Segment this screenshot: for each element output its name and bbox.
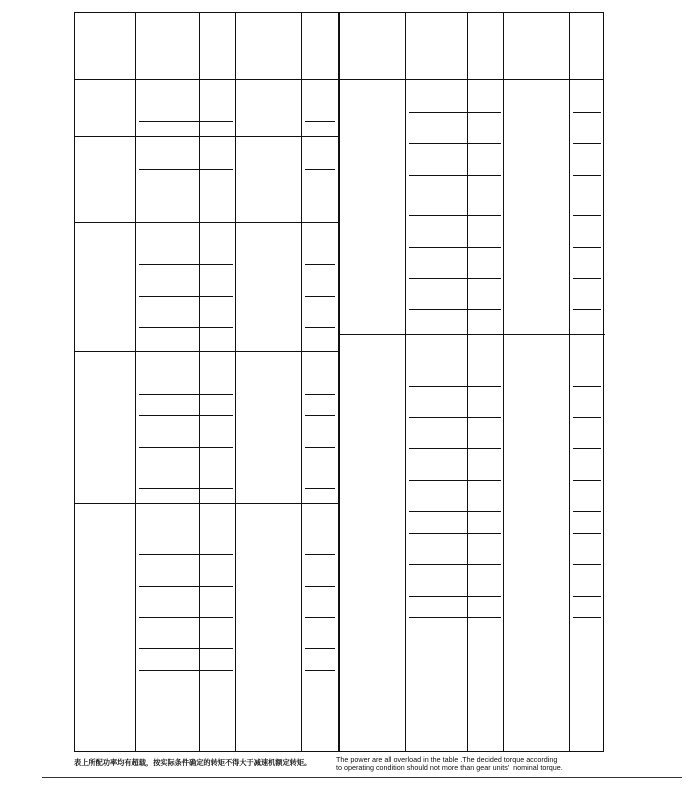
left-power-rule: [305, 296, 335, 297]
left-block-rule: [139, 296, 233, 297]
left-power-rule: [305, 394, 335, 395]
right-block-rule: [409, 596, 501, 597]
left-group-rule: [75, 503, 339, 504]
footer-note-cn: 表上所配功率均有超载，按实际条件确定的转矩不得大于减速机额定转矩。: [74, 758, 312, 767]
left-block-rule: [139, 264, 233, 265]
right-power-rule: [573, 247, 601, 248]
right-power-rule: [573, 564, 601, 565]
gear-units-table: [74, 12, 604, 752]
left-block-rule: [139, 327, 233, 328]
left-power-rule: [305, 327, 335, 328]
left-power-rule: [305, 169, 335, 170]
right-power-rule: [573, 417, 601, 418]
right-block-rule: [409, 309, 501, 310]
left-block-rule: [139, 648, 233, 649]
right-power-rule: [573, 596, 601, 597]
right-power-rule: [573, 448, 601, 449]
right-block-rule: [409, 386, 501, 387]
right-power-rule: [573, 112, 601, 113]
right-power-rule: [573, 533, 601, 534]
right-block-rule: [409, 215, 501, 216]
left-power-rule: [305, 617, 335, 618]
left-block-rule: [139, 488, 233, 489]
right-col-rule: [405, 13, 406, 751]
left-power-rule: [305, 415, 335, 416]
left-power-rule: [305, 488, 335, 489]
left-block-rule: [139, 586, 233, 587]
left-block-rule: [139, 670, 233, 671]
right-group-rule: [339, 334, 605, 335]
right-power-rule: [573, 511, 601, 512]
left-block-rule: [139, 617, 233, 618]
left-block-rule: [139, 447, 233, 448]
right-power-rule: [573, 309, 601, 310]
left-power-rule: [305, 586, 335, 587]
right-col-rule: [503, 13, 504, 751]
right-block-rule: [409, 564, 501, 565]
left-group-rule: [75, 136, 339, 137]
left-power-rule: [305, 264, 335, 265]
left-group-rule: [75, 351, 339, 352]
left-power-rule: [305, 670, 335, 671]
right-block-rule: [409, 278, 501, 279]
footer-note-en-2: to operating condition should not more than gear units' nominal torque.: [336, 763, 563, 772]
right-col-rule: [569, 13, 570, 751]
right-power-rule: [573, 617, 601, 618]
right-block-rule: [409, 417, 501, 418]
right-block-rule: [409, 448, 501, 449]
left-block-rule: [139, 121, 233, 122]
right-block-rule: [409, 617, 501, 618]
right-block-rule: [409, 112, 501, 113]
right-power-rule: [573, 175, 601, 176]
footer-note-en-1: The power are all overload in the table .The decided torque according: [336, 755, 558, 764]
left-power-rule: [305, 648, 335, 649]
left-power-rule: [305, 447, 335, 448]
left-col-rule: [301, 13, 302, 751]
left-col-rule: [199, 13, 200, 751]
right-block-rule: [409, 175, 501, 176]
right-block-rule: [409, 533, 501, 534]
left-col-rule: [235, 13, 236, 751]
right-power-rule: [573, 215, 601, 216]
right-block-rule: [409, 143, 501, 144]
left-block-rule: [139, 169, 233, 170]
page-bottom-rule: [42, 777, 682, 778]
left-group-rule: [75, 222, 339, 223]
right-power-rule: [573, 480, 601, 481]
right-block-rule: [409, 480, 501, 481]
right-col-rule: [467, 13, 468, 751]
right-power-rule: [573, 143, 601, 144]
left-block-rule: [139, 394, 233, 395]
left-block-rule: [139, 554, 233, 555]
right-power-rule: [573, 278, 601, 279]
right-power-rule: [573, 386, 601, 387]
right-block-rule: [409, 247, 501, 248]
panel-divider: [338, 13, 340, 751]
left-block-rule: [139, 415, 233, 416]
right-block-rule: [409, 511, 501, 512]
left-power-rule: [305, 554, 335, 555]
left-col-rule: [135, 13, 136, 751]
left-power-rule: [305, 121, 335, 122]
